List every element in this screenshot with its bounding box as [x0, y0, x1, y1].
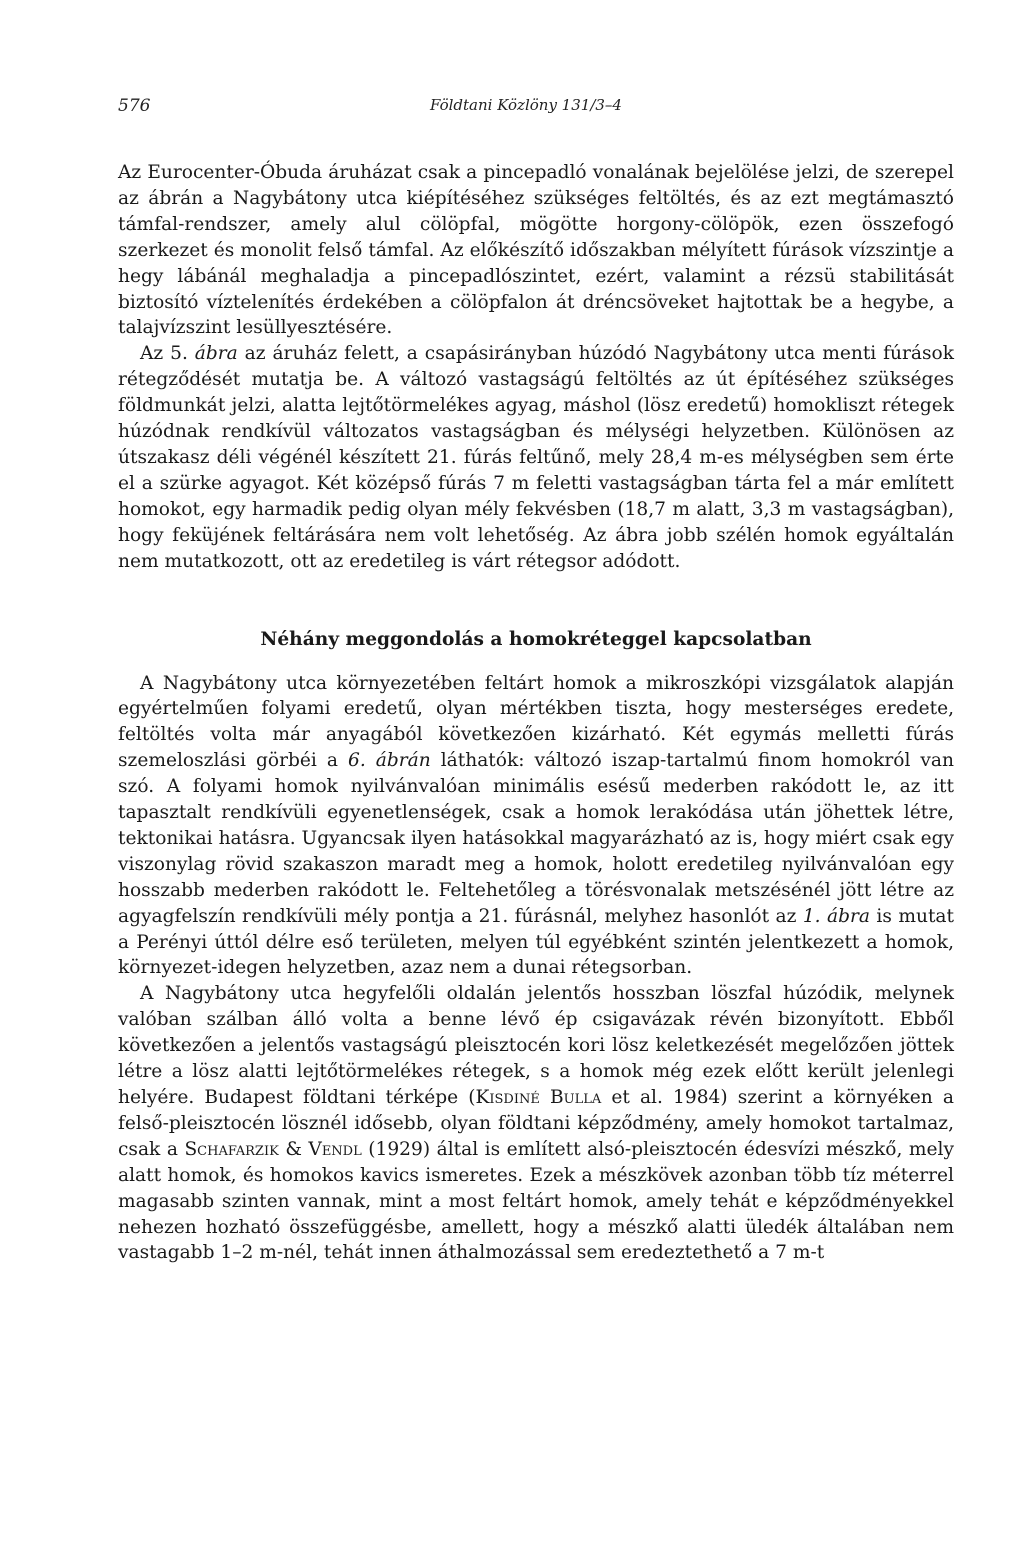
text-run: A Nagybátony utca környezetében feltárt homok a mikroszkópi vizsgálatok alapján egyértelműen folyami eredetű, olyan mértékben tiszta, hogy mesterséges eredete, feltöltés volta már anyagából következően kizárható. Két egymás melletti fúrás szemeloszlási görbéi a — [118, 672, 954, 772]
paragraph-homok-eredete — [118, 671, 954, 982]
running-header — [118, 96, 954, 122]
text-run: láthatók: változó iszap-tartalmú finom homokról van szó. A folyami homok nyilvánvalóan minimális esésű mederben rakódott le, az itt tapasztalt rendkívüli egyenetlenségek, csak a homok lerakódása után jöhettek létre, tektonikai hatásra. Ugyancsak ilyen hatásokkal magyarázható az is, hogy miért csak egy viszonylag rövid szakaszon maradt meg a homok, holott eredetileg nyilvánvalóan egy hosszabb mederben rakódott le. Feltehetőleg a törésvonalak metszésénél jött létre az agyagfelszín rendkívüli mély pontja a 21. fúrásnál, melyhez hasonlót az — [118, 750, 954, 927]
section-heading: Néhány meggondolás a homokréteggel kapcsolatban — [260, 628, 812, 650]
text-run: (1929) által is említett alsó-pleisztocén édesvízi mészkő, mely alatt homok, és homokos kavics ismeretes. Ezek a mészkövek azonban több tíz méterrel magasabb szinten vannak, mint a most feltárt homok, amely tehát e képződményekkel nehezen hozható összefüggésbe, amellett, hogy a mészkő alatti üledék általában nem vastagabb 1–2 m-nél, tehát innen áthalmozással sem eredeztethető a 7 m-t — [118, 1138, 955, 1264]
page-number: 576 — [118, 96, 151, 116]
author-citation: Vendl — [308, 1138, 362, 1160]
figure-reference: ábra — [194, 343, 238, 365]
section-homokreteg — [118, 627, 954, 1267]
text-run: A Nagybátony utca hegyfelőli oldalán jelentős hosszban löszfal húzódik, melynek valóban szálban álló volta a benne lévő ép csigavázak révén bizonyított. Ebből következően a jelentős vastagságú pleisztocén kori lösz keletkezését megelőzően jöttek létre a lösz alatti lejtőtörmelékes rétegek, s a homok még ezek előtt került jelenlegi helyére. Budapest földtani térképe ( — [118, 983, 954, 1108]
paragraph-eurocenter: Az Eurocenter-Óbuda áruházat csak a pincepadló vonalának bejelölése jelzi, de szerepel az ábrán a Nagybátony utca kiépítéséhez szükséges feltöltés, és az ezt megtámasztó támfal-rendszer, amely alul cölöpfal, mögötte horgony-cölöpök, ezen összefogó szerkezet és monolit felső támfal. Az előkészítő időszakban mélyített fúrások vízszintje a hegy lábánál meghaladja a pincepadlószintet, ezért, valamint a rézsü stabilitását biztosító víztelenítés érdekében a cölöpfalon át dréncsöveket hajtottak be a hegybe, a talajvízszint lesüllyesztésére. — [118, 162, 954, 339]
figure-reference: 6. ábrán — [347, 750, 431, 772]
text-run: is mutat a Perényi úttól délre eső területen, melyen túl egyébként szintén jelentkezett a homok, környezet-idegen helyzetben, azaz nem a dunai rétegsorban. — [118, 905, 954, 979]
paragraph-figure-5 — [118, 341, 954, 574]
paragraph-loszfal — [118, 981, 954, 1266]
figure-reference: 1. ábra — [802, 905, 870, 927]
author-citation: Schafarzik — [184, 1138, 279, 1160]
author-citation: Kisdiné Bulla — [475, 1087, 602, 1108]
text-run: az áruház felett, a csapásirányban húzódó Nagybátony utca menti fúrások rétegződését mutatja be. A változó vastagságú feltöltés az út építéséhez szükséges földmunkát jelzi, alatta lejtőtörmelékes agyag, máshol (lösz eredetű) homokliszt rétegek húzódnak rendkívül változatos vastagságban és mélységi helyzetben. Különösen az útszakasz déli végénél készített 21. fúrás feltűnő, mely 28,4 m-es mélységben sem érte el a szürke agyagot. Két középső fúrás 7 m feletti vastagságban tárta fel a már említett homokot, egy harmadik pedig olyan mély fekvésben (18,7 m alatt, 3,3 m vastagságban), hogy feküjének feltárására nem volt lehetőség. Az ábra jobb szélén homok egyáltalán nem mutatkozott, ott az eredetileg is várt rétegsor adódott. — [118, 343, 954, 572]
body-text — [118, 160, 954, 575]
document-page — [118, 96, 954, 1266]
text-run: & — [278, 1138, 309, 1160]
text-run: et al. 1984) szerint a környéken a felső-pleisztocén lösznél idősebb, olyan földtani képződmény, amely homokot tartalmaz, csak a — [118, 1087, 954, 1160]
journal-title: Földtani Közlöny 131/3–4 — [430, 96, 622, 114]
text-run: Az 5. — [140, 343, 195, 365]
